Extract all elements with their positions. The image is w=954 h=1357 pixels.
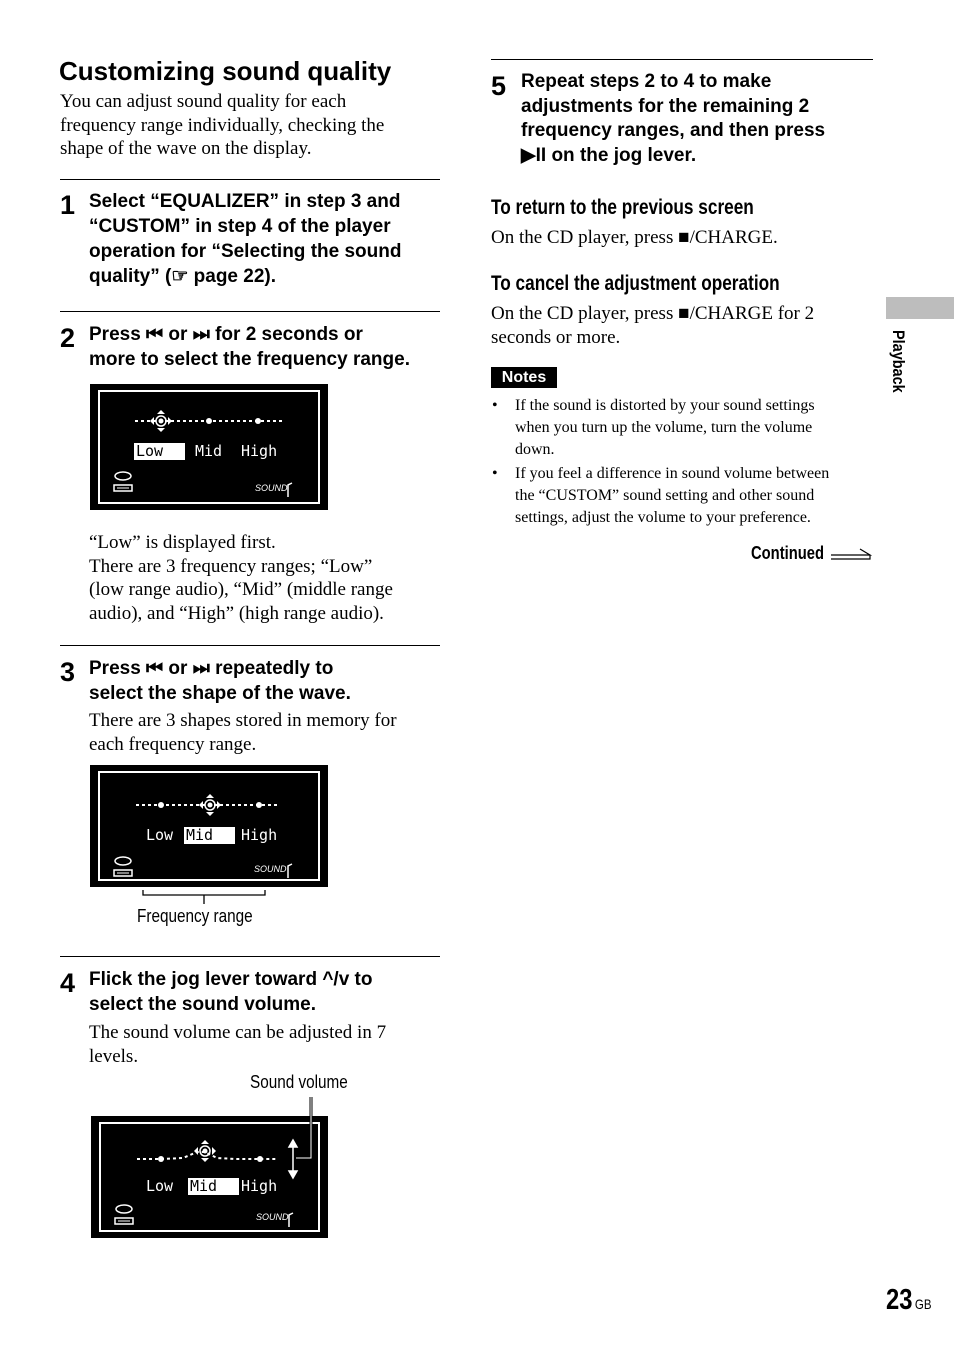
level-bracket-icon	[287, 1212, 295, 1228]
disc-icon	[112, 470, 134, 494]
divider	[60, 179, 440, 180]
cancel-text: On the CD player, press ■/CHARGE for 2 seconds or more.	[491, 303, 815, 348]
step-number: 2	[60, 323, 76, 353]
notes-label: Notes	[491, 367, 557, 388]
step-number: 3	[60, 657, 76, 687]
step-title: Repeat steps 2 to 4 to make adjustments for the remaining 2 frequency ranges, and then press ▶II on the jog lever.	[521, 71, 826, 166]
disc-icon	[112, 855, 134, 879]
return-heading: To return to the previous screen	[491, 196, 754, 219]
lcd-display-mid	[90, 765, 328, 887]
level-bracket-icon	[286, 863, 294, 879]
lcd-sound-label: SOUND	[255, 483, 288, 493]
step-3-body: There are 3 shapes stored in memory for each frequency range.	[89, 710, 397, 755]
lcd-label-mid: Mid	[184, 827, 235, 844]
sound-volume-callout: Sound volume	[250, 1072, 348, 1092]
lcd-sound-label: SOUND	[256, 1212, 289, 1222]
step-title: Select “EQUALIZER” in step 3 and “CUSTOM” in step 4 of the player operation for “Selecting the sound quality” (☞ page 22).	[89, 191, 402, 287]
lcd-label-low: Low	[146, 1177, 174, 1195]
step-4-body: The sound volume can be adjusted in 7 levels.	[89, 1022, 387, 1067]
frequency-range-callout: Frequency range	[137, 906, 253, 926]
disc-icon	[113, 1203, 135, 1227]
lcd-label-high: High	[241, 442, 278, 460]
continued-label: Continued	[751, 543, 824, 563]
intro-text: You can adjust sound quality for each frequency range individually, checking the shape of the wave on the display.	[60, 91, 385, 159]
cancel-heading: To cancel the adjustment operation	[491, 272, 780, 295]
step-number: 1	[60, 190, 76, 220]
step-title: Press ⏮ or ⏭ repeatedly to select the shape of the wave.	[89, 658, 351, 704]
divider	[60, 311, 440, 312]
side-tab-label: Playback	[889, 330, 908, 393]
continued-arrow-icon	[830, 547, 872, 561]
return-text: On the CD player, press ■/CHARGE.	[491, 227, 778, 248]
step-title: Flick the jog lever toward ^/v to select the sound volume.	[89, 969, 373, 1015]
sound-volume-leader-line	[290, 1096, 320, 1166]
step-2-body: “Low” is displayed first. There are 3 frequency ranges; “Low” (low range audio), “Mid” (middle range audio), and “High” (high range audio).	[89, 532, 393, 624]
divider	[60, 645, 440, 646]
step-number: 4	[60, 968, 76, 998]
side-tab-bar	[886, 297, 954, 319]
step-number: 5	[491, 71, 507, 101]
page-number: 23 GB	[886, 1284, 932, 1316]
frequency-range-bracket	[140, 889, 270, 907]
lcd-label-high: High	[241, 1177, 278, 1195]
lcd-label-high: High	[241, 826, 278, 844]
divider	[60, 956, 440, 957]
note-item: • If the sound is distorted by your sound settings when you turn up the volume, turn the volume down.	[492, 397, 815, 458]
page-title: Customizing sound quality	[59, 56, 392, 86]
lcd-sound-label: SOUND	[254, 864, 287, 874]
lcd-label-mid: Mid	[195, 442, 223, 460]
divider	[491, 59, 873, 60]
lcd-display-low	[90, 384, 328, 510]
note-item: • If you feel a difference in sound volume between the “CUSTOM” sound setting and other sound settings, adjust the volume to your preference.	[492, 465, 830, 526]
step-title: Press ⏮ or ⏭ for 2 seconds or more to select the frequency range.	[89, 324, 410, 370]
lcd-label-mid: Mid	[188, 1178, 239, 1195]
level-bracket-icon	[286, 482, 294, 498]
lcd-label-low: Low	[134, 443, 185, 460]
lcd-label-low: Low	[146, 826, 174, 844]
